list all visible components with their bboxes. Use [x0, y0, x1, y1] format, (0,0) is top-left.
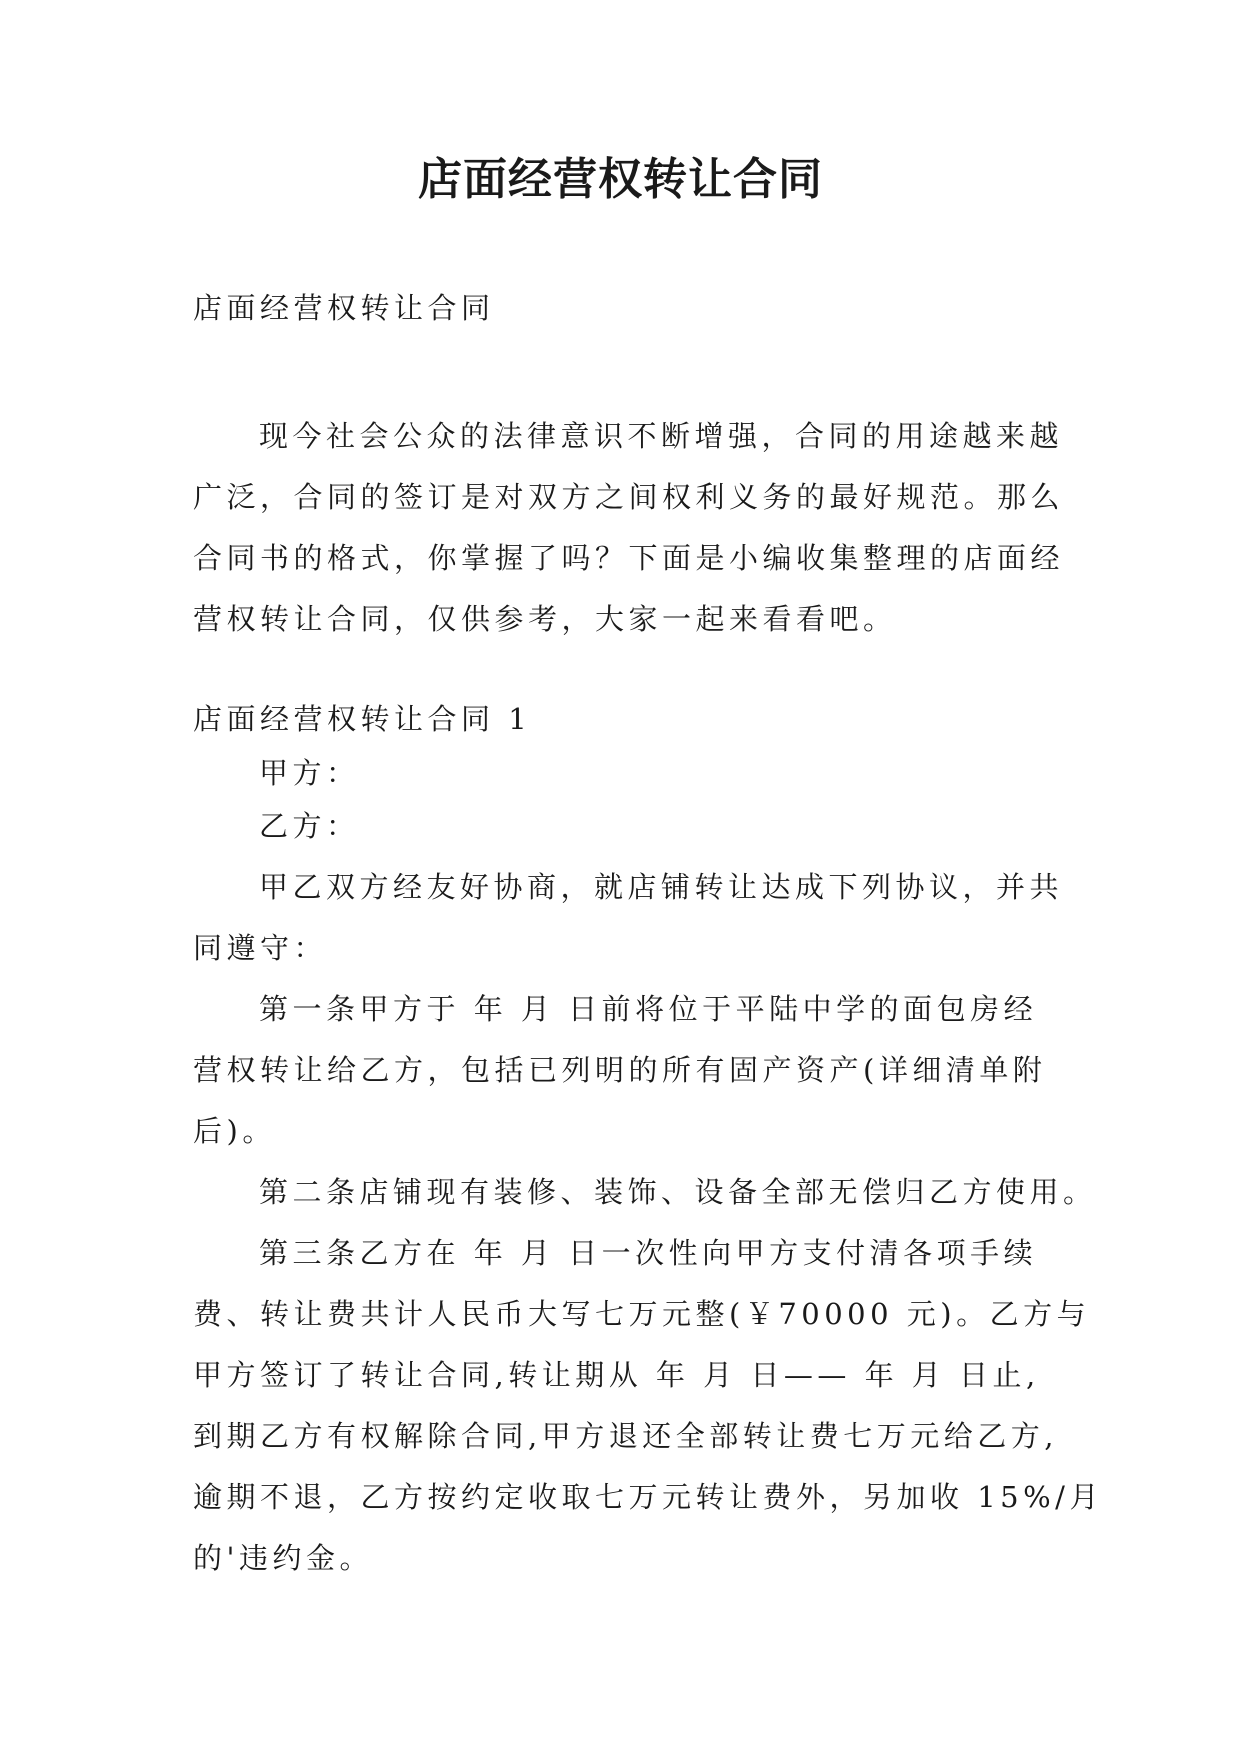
agreement-paragraph — [193, 857, 1064, 979]
article-3-line: 到期乙方有权解除合同,甲方退还全部转让费七万元给乙方, — [193, 1419, 1058, 1453]
article-3-line: 第三条乙方在 年 月 日一次性向甲方支付清各项手续 — [259, 1236, 1038, 1270]
intro-line: 合同书的格式，你掌握了吗？下面是小编收集整理的店面经 — [193, 541, 1065, 575]
intro-line: 广泛，合同的签订是对双方之间权利义务的最好规范。那么 — [193, 480, 1065, 514]
document-title: 店面经营权转让合同 — [418, 154, 823, 205]
intro-line: 现今社会公众的法律意识不断增强，合同的用途越来越 — [259, 419, 1064, 453]
party-a-label: 甲方： — [259, 756, 360, 790]
article-1-line: 第一条甲方于 年 月 日前将位于平陆中学的面包房经 — [259, 992, 1038, 1026]
party-b-label: 乙方： — [259, 809, 360, 843]
document-body — [193, 288, 1103, 1589]
agreement-line: 甲乙双方经友好协商，就店铺转让达成下列协议，并共 — [259, 870, 1064, 904]
intro-line: 营权转让合同，仅供参考，大家一起来看看吧。 — [193, 602, 897, 636]
article-3-line: 的'违约金。 — [193, 1541, 373, 1575]
document-subtitle: 店面经营权转让合同 — [193, 291, 495, 325]
article-3-line: 逾期不退，乙方按约定收取七万元转让费外，另加收 15%/月 — [193, 1480, 1103, 1514]
article-1-line: 营权转让给乙方，包括已列明的所有固产资产(详细清单附 — [193, 1053, 1047, 1087]
agreement-line: 同遵守： — [193, 931, 328, 965]
article-3-line: 费、转让费共计人民币大写七万元整(￥70000 元)。乙方与 — [193, 1297, 1091, 1331]
article-3-line: 甲方签订了转让合同,转让期从 年 月 日—— 年 月 日止, — [193, 1358, 1040, 1392]
article-1-line: 后)。 — [193, 1114, 276, 1148]
intro-paragraph — [193, 406, 1065, 650]
article-1-paragraph — [193, 979, 1053, 1162]
section-heading: 店面经营权转让合同 1 — [193, 702, 532, 736]
article-2-line: 第二条店铺现有装修、装饰、设备全部无偿归乙方使用。 — [259, 1175, 1097, 1209]
article-3-paragraph — [193, 1223, 1103, 1589]
article-2-paragraph — [193, 1162, 1097, 1223]
